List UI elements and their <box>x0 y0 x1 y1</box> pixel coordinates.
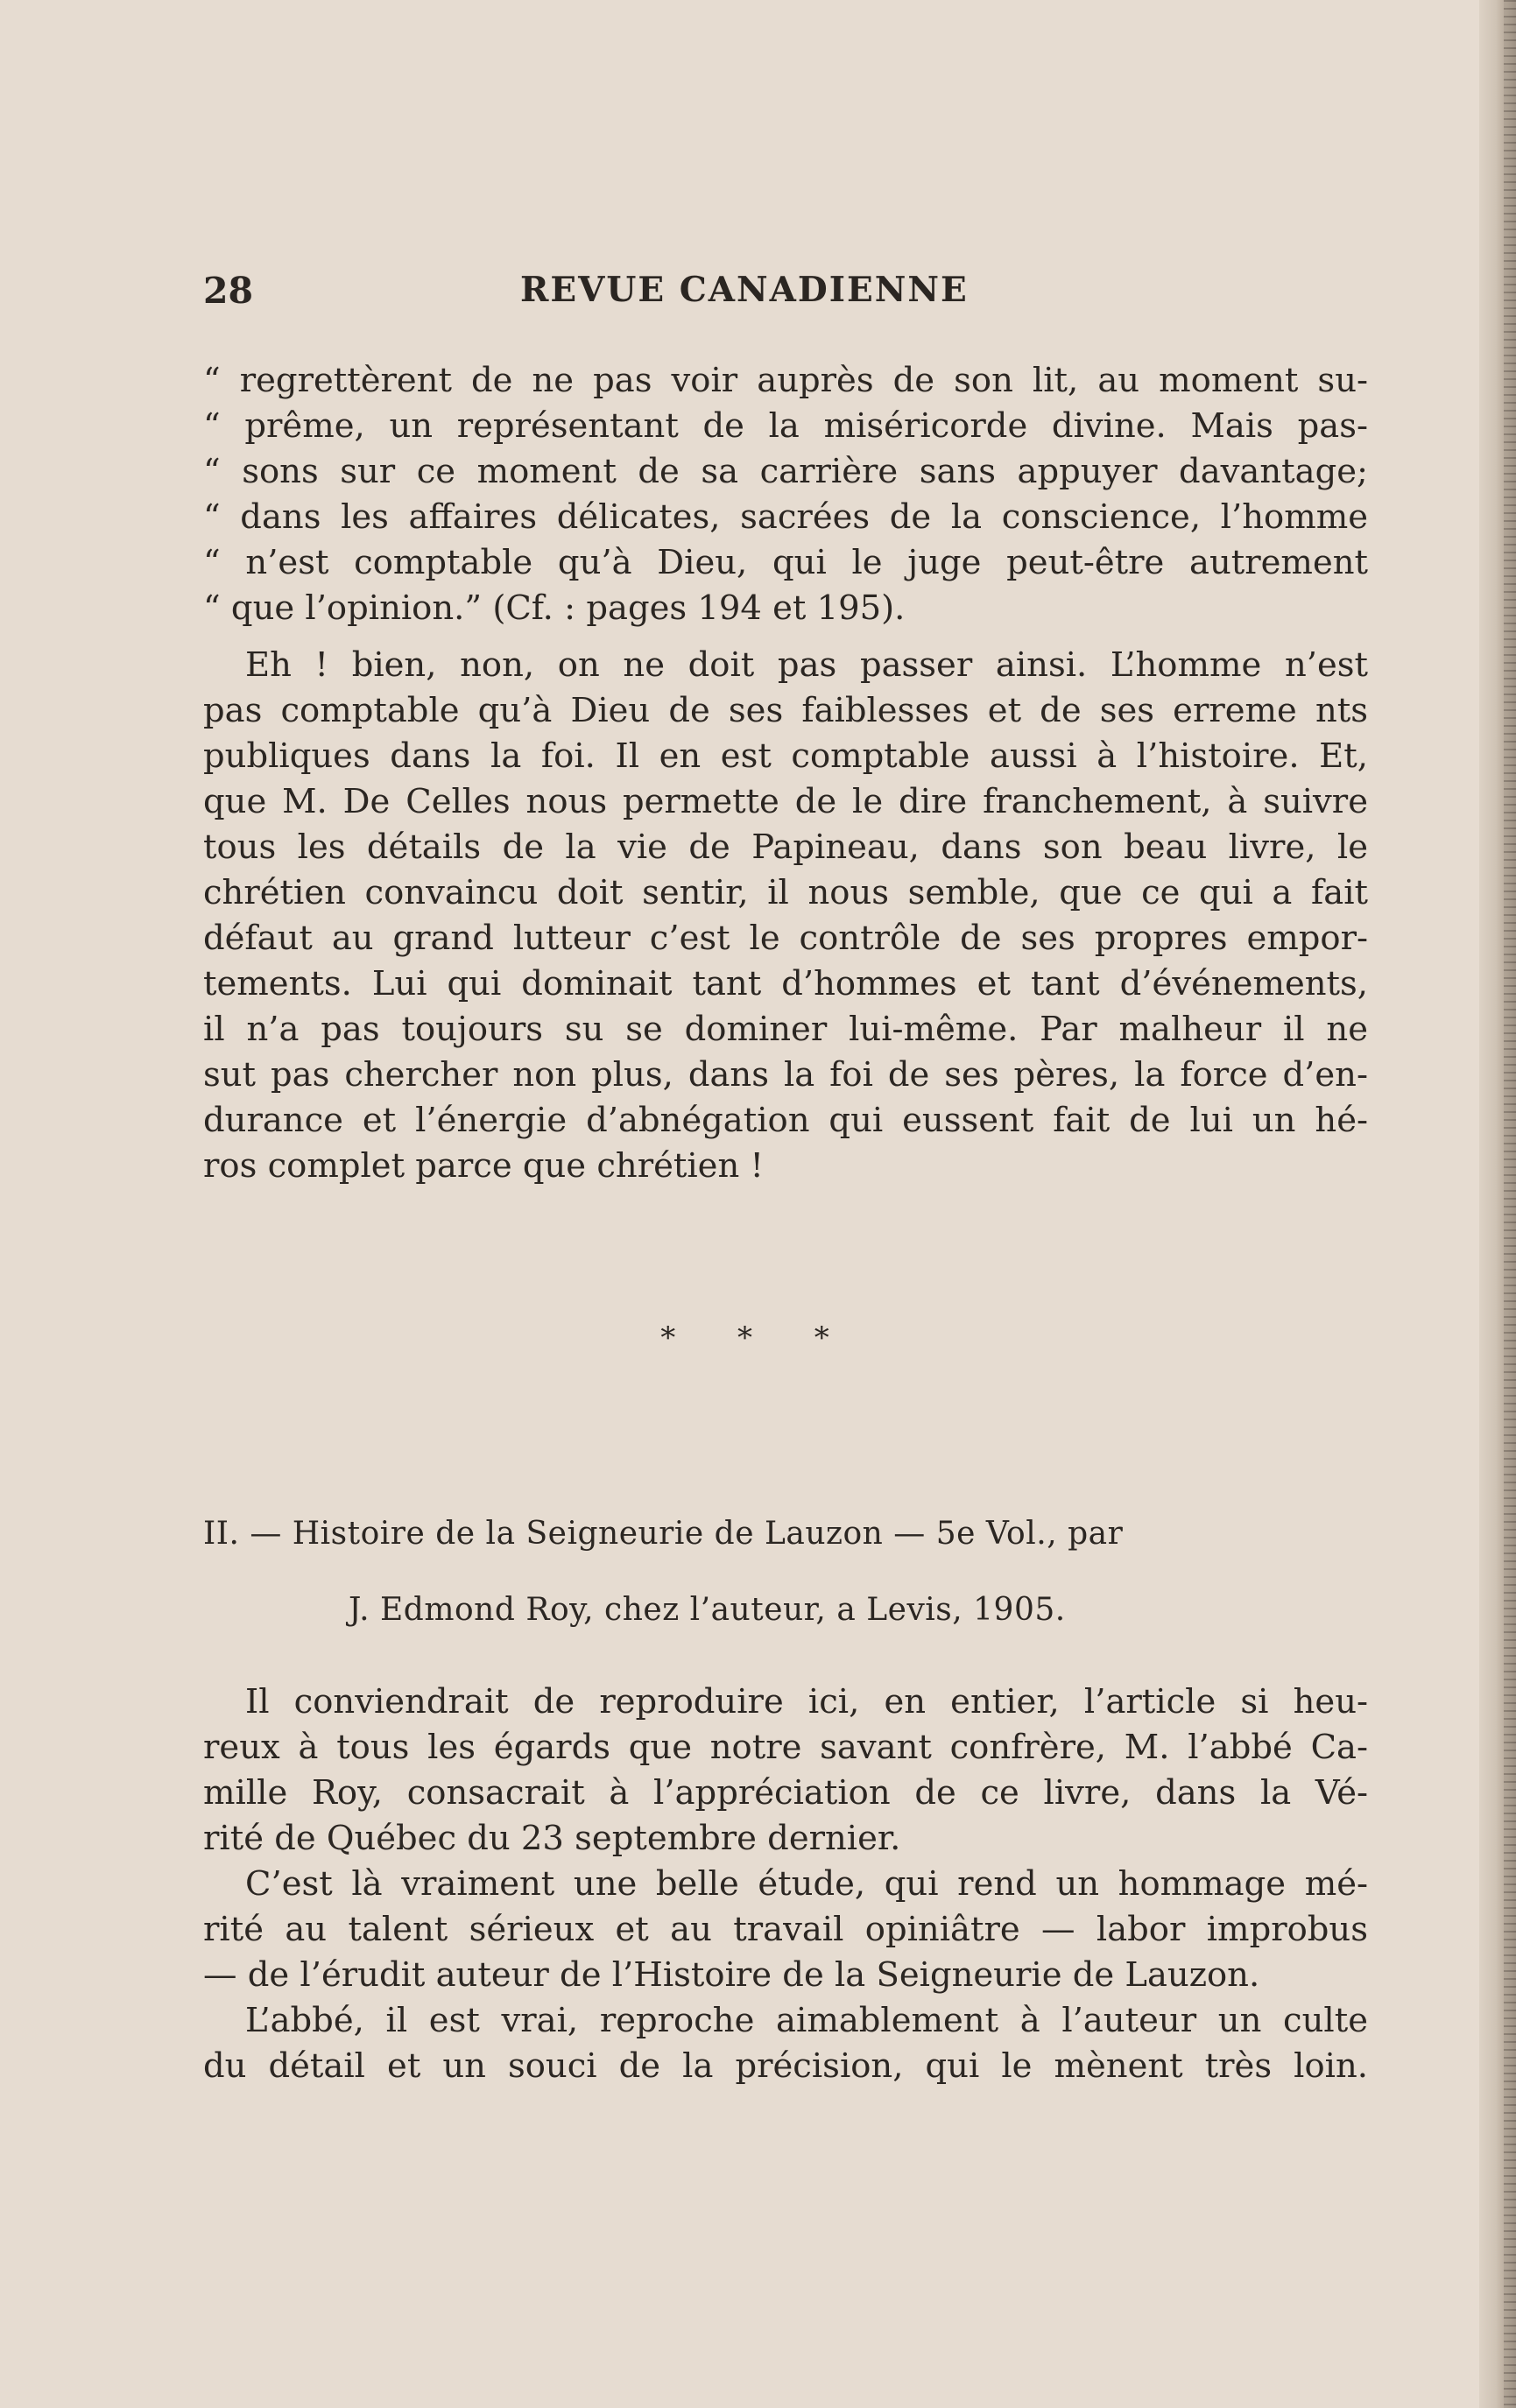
quote-line: “ n’est comptable qu’à Dieu, qui le juge peut-être autrement <box>203 543 1368 582</box>
page-edge-stack <box>1504 0 1516 2408</box>
quote-line: “ que l’opinion.” (Cf. : pages 194 et 195). <box>203 588 906 628</box>
text-line: L’abbé, il est vrai, reproche aimablement à l’auteur un culte <box>245 2001 1368 2040</box>
text-line: tous les détails de la vie de Papineau, dans son beau livre, le <box>203 827 1368 867</box>
text-line: tements. Lui qui dominait tant d’hommes et tant d’événements, <box>203 964 1368 1003</box>
quotation-block <box>203 358 1368 631</box>
review-heading-line-2: J. Edmond Roy, chez l’auteur, a Levis, 1905. <box>349 1592 1066 1628</box>
paragraph-etude <box>203 1862 1368 1998</box>
text-line: sut pas chercher non plus, dans la foi de ses pères, la force d’en- <box>203 1055 1368 1095</box>
section-separator: * * * <box>660 1320 856 1355</box>
text-line: pas comptable qu’à Dieu de ses faiblesses et de ses erreme nts <box>203 691 1368 730</box>
text-line: mille Roy, consacrait à l’appréciation de ce livre, dans la Vé- <box>203 1773 1368 1813</box>
page-number: 28 <box>203 270 254 312</box>
page-header <box>203 270 1368 319</box>
text-line: défaut au grand lutteur c’est le contrôle de ses propres empor- <box>203 919 1368 958</box>
paragraph-abbe <box>203 1998 1368 2089</box>
quote-line: “ sons sur ce moment de sa carrière sans appuyer davantage; <box>203 452 1368 491</box>
text-line: rité de Québec du 23 septembre dernier. <box>203 1819 901 1858</box>
review-heading-line-1: II. — Histoire de la Seigneurie de Lauzon — 5e Vol., par <box>203 1516 1124 1552</box>
text-line: rité au talent sérieux et au travail opiniâtre — labor improbus <box>203 1910 1368 1949</box>
quote-line: “ regrettèrent de ne pas voir auprès de son lit, au moment su- <box>203 361 1368 400</box>
text-line: reux à tous les égards que notre savant confrère, M. l’abbé Ca- <box>203 1728 1368 1767</box>
quote-line: “ dans les affaires délicates, sacrées de la conscience, l’homme <box>203 497 1368 537</box>
text-line: chrétien convaincu doit sentir, il nous semble, que ce qui a fait <box>203 873 1368 912</box>
text-line: — de l’érudit auteur de l’Histoire de la Seigneurie de Lauzon. <box>203 1955 1260 1995</box>
text-line: publiques dans la foi. Il en est comptable aussi à l’histoire. Et, <box>203 736 1368 776</box>
text-line: durance et l’énergie d’abnégation qui eussent fait de lui un hé- <box>203 1101 1368 1140</box>
text-line: C’est là vraiment une belle étude, qui rend un hommage mé- <box>245 1864 1368 1904</box>
text-line: que M. De Celles nous permette de le dire franchement, à suivre <box>203 782 1368 821</box>
paragraph-papineau <box>203 643 1368 1189</box>
running-title: REVUE CANADIENNE <box>520 270 969 310</box>
text-line: Eh ! bien, non, on ne doit pas passer ainsi. L’homme n’est <box>245 645 1368 685</box>
quote-line: “ prême, un représentant de la miséricorde divine. Mais pas- <box>203 406 1368 446</box>
text-line: du détail et un souci de la précision, qui le mènent très loin. <box>203 2046 1368 2086</box>
text-line: ros complet parce que chrétien ! <box>203 1146 764 1186</box>
paragraph-intro <box>203 1679 1368 1862</box>
text-line: il n’a pas toujours su se dominer lui-même. Par malheur il ne <box>203 1010 1368 1049</box>
text-line: Il conviendrait de reproduire ici, en entier, l’article si heu- <box>245 1682 1368 1722</box>
